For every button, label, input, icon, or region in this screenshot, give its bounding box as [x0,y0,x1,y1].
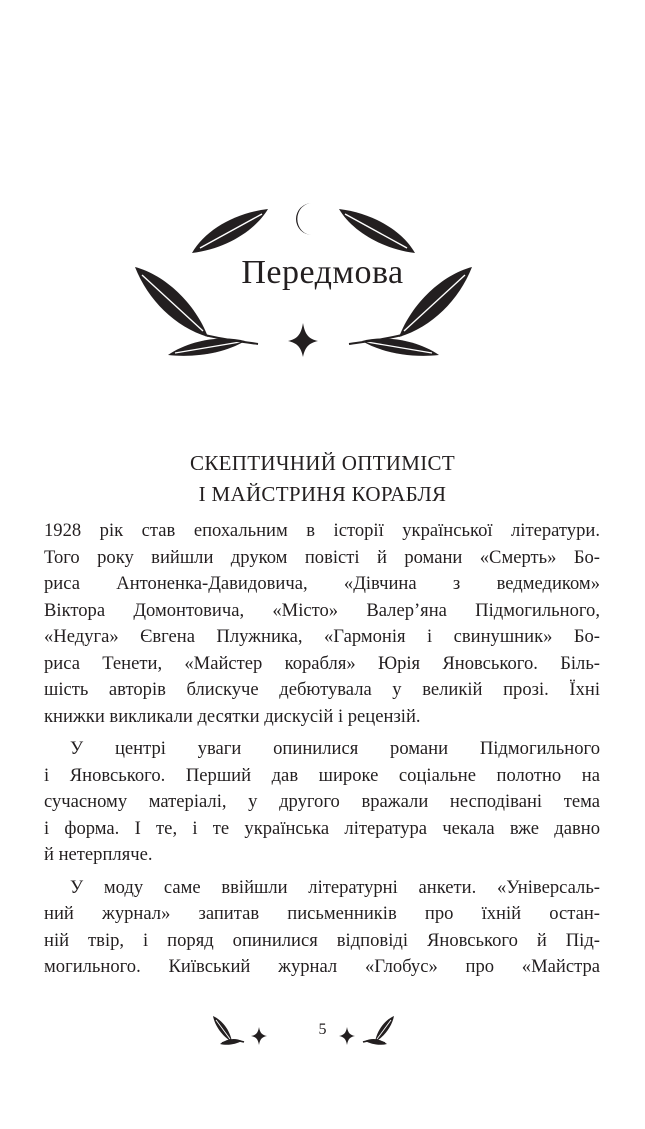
section-heading-line-1: СКЕПТИЧНИЙ ОПТИМІСТ [190,451,455,475]
four-point-star-icon [288,323,318,357]
text-line: Віктора Домонтовича, «Місто» Валер’яна Підмогильного, [44,599,600,621]
leaf-bottom-right-icon [349,335,439,356]
leaf-upper-left-icon [192,209,268,253]
text-line: ній твір, і поряд опинилися відповіді Яновського й Під- [44,929,600,951]
text-line: ний журнал» запитав письменників про їхній остан- [44,903,600,924]
crescent-moon-icon [296,203,312,235]
text-line: й нетерпляче. [44,844,153,865]
text-line: 1928 рік став епохальним в історії української літератури. [44,520,600,541]
text-line: книжки викликали десятки дискусій і рецензій. [44,705,421,727]
leaf-bottom-left-icon [168,335,258,356]
text-line: риса Антоненка-Давидовича, «Дівчина з ведмедиком» [44,573,600,594]
section-heading-line-2: І МАЙСТРИНЯ КОРАБЛЯ [198,482,447,506]
text-line: і Яновського. Перший дав широке соціальне полотно на [44,764,600,786]
page-number: 5 [318,1021,327,1038]
text-line: У центрі уваги опинилися романи Підмогильного [70,738,600,759]
text-line: і форма. І те, і те українська література чекала вже давно [44,817,600,839]
text-line: «Недуга» Євгена Плужника, «Гармонія і свинушник» Бо- [44,626,600,647]
body-text [44,518,600,981]
chapter-title: Передмова [241,254,404,291]
text-line: Того року вийшли друком повісті й романи «Смерть» Бо- [44,546,600,568]
text-line: шість авторів блискуче дебютувала у великій прозі. Їхні [44,679,600,700]
text-line: У моду саме ввійшли літературні анкети. «Універсаль- [70,876,600,898]
section-heading [0,448,645,510]
text-line: риса Тенети, «Майстер корабля» Юрія Яновського. Біль- [44,652,600,674]
text-line: сучасному матеріалі, у другого вражали несподівані тема [44,791,600,812]
leaf-upper-right-icon [339,209,415,253]
text-line: могильного. Київський журнал «Глобус» про «Майстра [44,956,600,977]
